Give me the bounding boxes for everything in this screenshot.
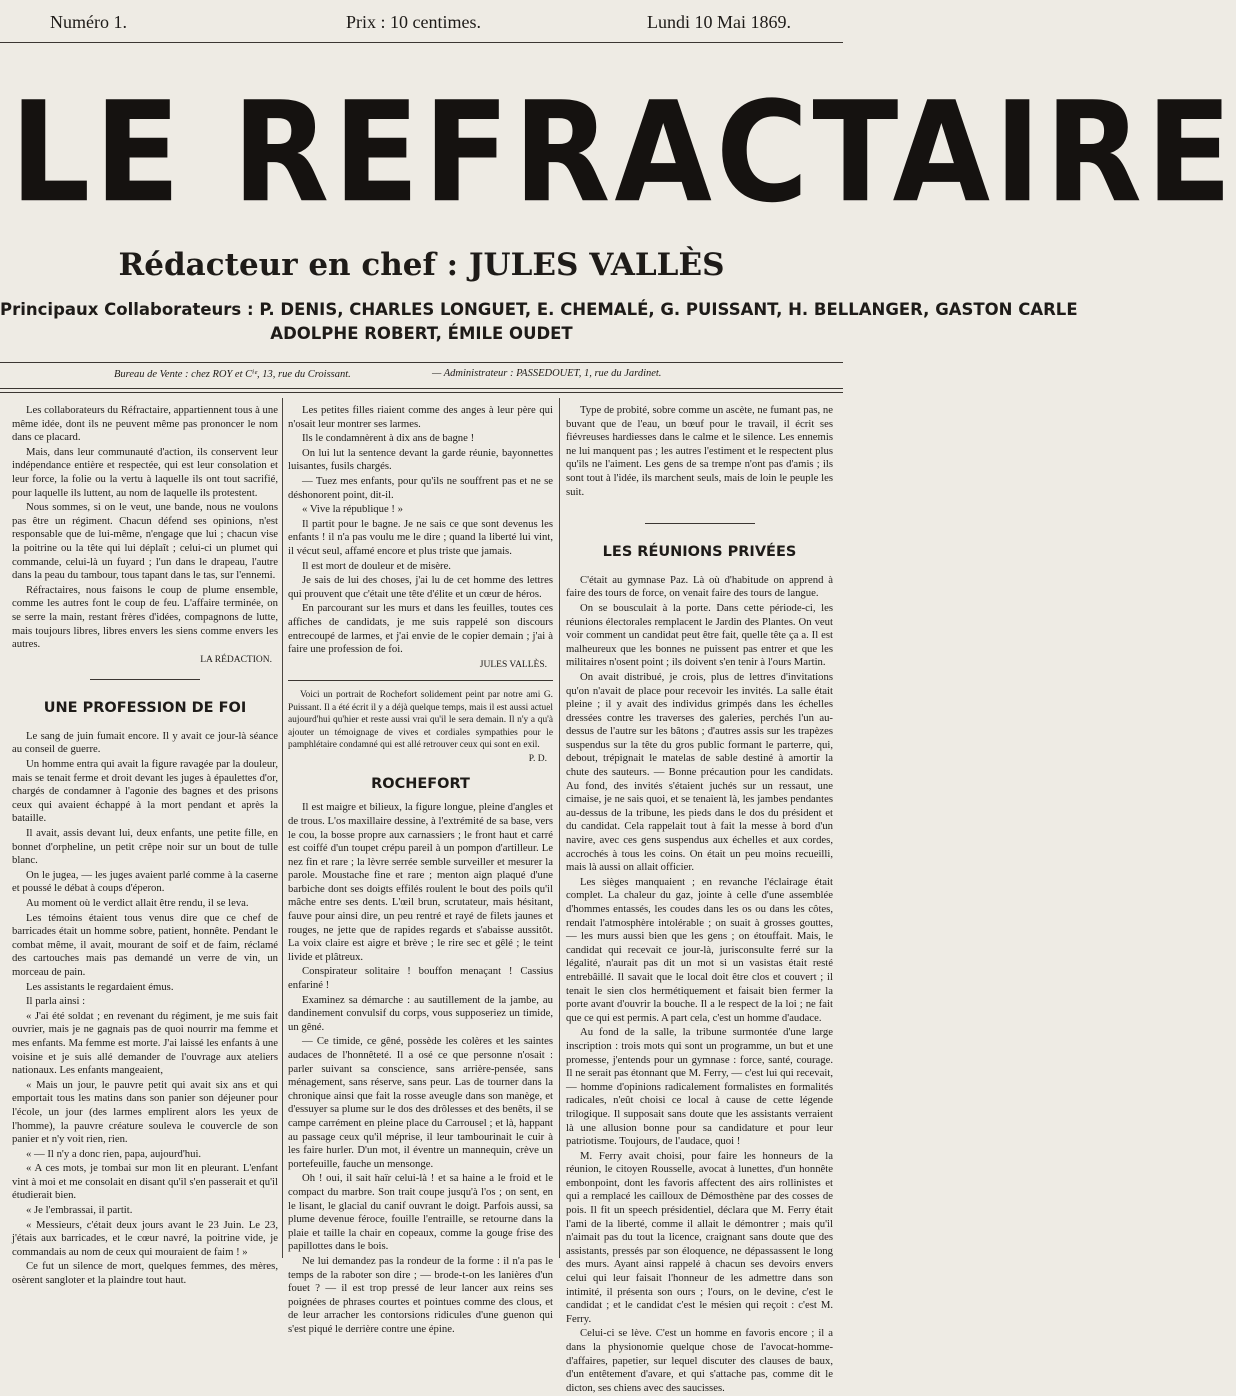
article-title: UNE PROFESSION DE FOI [43,700,247,717]
article-paragraph: On avait distribué, je crois, plus de lettres d'invitations qu'on n'avait de place pour recevoir les invités. La salle était pleine ; il y avait des individus grimpés dans les échelles dressées contre les traverses des galeries, perchés l'un au-dessus de l'autre sur les bâtons ; d'autres assis sur les trapèzes suspendus sur la tête du gros public formant le parterre, qui, debout, trépignait le matelas de sable destiné à amortir la chute des sauteurs. — Bonne précaution pour les candidats. Au fond, des invités s'étaient juchés sur un ressaut, une cimaise, je ne sais quoi, et se tenaient là, les jambes pendantes au-dessus de la tribune, les pieds dans le dos du président et du candidat. Cela rappelait tout à fait la messe à bord d'un navire, avec ces gens suspendus aux échelles et aux cordes, accrochés à tous les coins. On était un peu moins recueilli, mais là aussi on allait officier. [566,670,833,874]
article-paragraph: « Je l'embrassai, il partit. [26,1204,133,1217]
masthead-title: LE REFRACTAIRE [10,71,1236,234]
issue-price: Prix : 10 centimes. [346,12,481,32]
collaborators-line-1: Principaux Collaborateurs : P. DENIS, CHARLES LONGUET, E. CHEMALÉ, G. PUISSANT, H. BELLANGER, GASTON CARLE [0,300,1078,319]
intro-paragraph: Nous sommes, si on le veut, une bande, nous ne voulons pas être un régiment. Chacun défend ses opinions, n'est responsable que de lui-même, n'engage que lui ; chacun vise la poitrine ou la tête qui lui déplaît ; celui-ci un plumet qui commande, celui-là un fuyard ; l'un dans le drapeau, l'autre dans la peau du tambour, tous tapant dans le tas, sur l'ennemi. [12,501,278,582]
article-paragraph: « Vive la république ! » [302,503,403,516]
intro-paragraph: Les collaborateurs du Réfractaire, appartiennent tous à une même idée, dont ils ne peuvent même pas prononcer le nom dans ce placard. [12,404,278,444]
columns-top-rule-2 [0,392,843,393]
article-paragraph: M. Ferry avait choisi, pour faire les honneurs de la réunion, le citoyen Rousselle, avocat à lunettes, d'un honnête embonpoint, dont les favoris affectent des airs rollinistes et qui a remplacé les cailloux de Démosthène par des cosses de pois. Il fit un speech présidentiel, déclara que M. Ferry était l'ami de la liberté, comme il allait le démontrer ; mais qu'il n'aimait pas du tout la licence, craignant sans doute que des assistants, pressés par son éloquence, ne dépassassent le long des murs. Ayant ainsi rappelé à chacun ses devoirs envers celui qui leur faisait l'honneur de les admettre dans son intimité, il présenta son ours ; l'ours, on le devine, c'est le candidat ; et le candidat c'est le mésien qui reçoit : c'est M. Ferry. [566,1149,833,1325]
article-paragraph: « J'ai été soldat ; en revenant du régiment, je me suis fait ouvrier, mais je ne gagnais pas de quoi nourrir ma femme et mes enfants. Ma femme est morte. J'ai laissé les enfants à une voisine et je suis allé demander de l'ouvrage aux ateliers nationaux. Les enfants mangeaient, [12,1009,278,1077]
intro-signature: LA RÉDACTION. [200,654,272,665]
intro-signature: P. D. [528,754,547,765]
article-paragraph: « — Il n'y a donc rien, papa, aujourd'hui. [26,1147,202,1160]
issue-date: Lundi 10 Mai 1869. [647,12,791,32]
article-paragraph: Les petites filles riaient comme des anges à leur père qui n'osait leur montrer ses larmes. [288,404,553,430]
article-paragraph: En parcourant sur les murs et dans les feuilles, toutes ces affiches de candidats, je me suis rappelé son discours entrecoupé de larmes, et j'ai envie de le copier demain ; j'ai à faire une profession de foi. [288,602,553,656]
article-paragraph: Ce fut un silence de mort, quelques femmes, des mères, osèrent sangloter et la plaindre tout haut. [12,1260,278,1287]
section-rule [288,680,553,681]
header-rule [0,362,843,363]
article-paragraph: Ils le condamnèrent à dix ans de bagne ! [302,432,475,445]
article-paragraph: Il partit pour le bagne. Je ne sais ce que sont devenus les enfants ! il n'a pas voulu me le dire ; quand la liberté lui vint, il vécut seul, affamé encore et plus triste que jamais. [288,517,553,557]
article-paragraph: — Ce timide, ce gêné, possède les colères et les saintes audaces de l'honnêteté. Il a osé ce que personne n'osait : parler suivant sa conscience, sans arrière-pensée, sans ménagement, sans réserve, sans peur. Las de tourner dans la chronique ainsi que fait la rosse aveugle dans son manège, et d'essuyer sa plume sur le dos des drôlesses et des benêts, il se campe carrément en pleine place du Carrousel ; et là, happant au passage ceux qu'il méprise, il leur tambourinait le cuir à les faire hurler. D'un mot, il éventre un mannequin, crève un portefeuille, fauche un mensonge. [288,1035,553,1170]
article-signature: JULES VALLÈS. [479,659,547,670]
intro-paragraph: Réfractaires, nous faisons le coup de plume ensemble, comme les autres font le coup de feu. L'affaire terminée, on se serre la main, restant frères d'idées, compagnons de lutte, mais toujours libres, libres envers les siens comme envers les autres. [12,583,278,651]
article-paragraph: Au moment où le verdict allait être rendu, il se leva. [26,897,249,909]
article-paragraph: « A ces mots, je tombai sur mon lit en pleurant. L'enfant vint à moi et me consolait en disant qu'il s'en passerait et qu'il étudierait bien. [12,1162,278,1202]
article-paragraph: Les témoins étaient tous venus dire que ce chef de barricades était un homme sobre, patient, honnête. Pendant le combat même, il avait, mourant de soif et de faim, réclamé des cartouches mais pas demandé un verre de vin, un morceau de pain. [12,911,278,978]
article-paragraph: Celui-ci se lève. C'est un homme en favoris encore ; il a dans la physionomie quelque chose de l'avocat-homme-d'affaires, papetier, sur lequel discuter des clauses de baux, d'un entêtement d'avare, et qui s'attache pas, comme dit le dicton, ses chiens avec des saucisses. [566,1327,833,1394]
article-paragraph: Les assistants le regardaient émus. [26,980,174,993]
article-paragraph: Conspirateur solitaire ! bouffon menaçant ! Cassius enfariné ! [288,965,553,992]
issue-number: Numéro 1. [50,12,127,32]
article-paragraph: Il avait, assis devant lui, deux enfants, une petite fille, en bonnet d'orpheline, un petit crêpe noir sur un bout de tulle blanc. [12,827,278,867]
article-paragraph: Il parla ainsi : [26,995,86,1008]
article-paragraph: Je sais de lui des choses, j'ai lu de cet homme des lettres qui prouvent que c'était une tête d'élite et un cœur de héros. [288,574,553,600]
collaborators-line-2: ADOLPHE ROBERT, ÉMILE OUDET [270,324,573,343]
intro-paragraph: Voici un portrait de Rochefort solidement peint par notre ami G. Puissant. Il a été écrit il y a déjà quelque temps, mais il est aussi actuel aujourd'hui qu'hier et reste aussi vrai qu'il le sera demain. Il n'y a qu'à ajouter un témoignage de vives et cordiales sympathies pour le pamphlétaire condamné qui est allé retrouver ceux qui sont en exil. [288,690,553,750]
column-3 [566,404,833,1396]
article-paragraph: Ne lui demandez pas la rondeur de la forme : il n'a pas le temps de la raboter son dire ; — brode-t-on les lanières d'un fouet ? — il est trop pressé de leur lancer aux reins ses poignées de phrases courtes et pointues comme des clous, et de leur arracher les contorsions ridicules d'une guenon qui s'est piqué le derrière contre une épine. [288,1254,553,1335]
article-paragraph: Type de probité, sobre comme un ascète, ne fumant pas, ne buvant que de l'eau, un bœuf pour le travail, il écrit ses fiévreuses hardiesses dans le calme et le silence. Les ennemis ne lui manquent pas ; les autres l'estiment et le respectent plus qu'ils ne l'aiment. Les gens de sa trempe n'ont pas d'amis ; ils sont tout à l'idée, ils marchent seuls, mais de loin le peuple les suit. [566,404,833,498]
article-paragraph: Il est maigre et bilieux, la figure longue, pleine d'angles et de trous. L'os maxillaire dessine, à l'extrémité de sa base, vers le cou, la bosse propre aux carnassiers ; le front haut et carré est coiffé d'un toupet crépu pareil à un pompon d'artilleur. Le nez fin et rare ; la lèvre serrée semble surveiller et mesurer la parole. Moustache fine et rare ; menton aign plaqué d'une barbiche dont ses doigts effilés roulent le bout des poils qu'il mâche entre ses dents. L'œil brun, scrutateur, mais hésitant, fauve pour ainsi dire, un peu rentré et rayé de filets jaunes et rouges, ne jette que de rapides regards et s'abaisse aussitôt. La voix claire est aigre et brève ; le rire sec et gêlé ; le teint livide et plâtreux. [288,801,553,963]
article-title: ROCHEFORT [371,775,470,792]
article-paragraph: Un homme entra qui avait la figure ravagée par la douleur, mais se tenait ferme et droit devant les juges à épaulettes d'or, chargés de condamner à l'agonie des bagnes et des prisons ceux qui avaient échappé à la mort pendant et après la bataille. [12,758,278,825]
article-paragraph: On se bousculait à la porte. Dans cette période-ci, les réunions électorales remplacent le Jardin des Plantes. On veut voir comment un candidat peut être fait, quelle tête ça a. Il est malheureux que les bonnes ne puissent pas entrer et que les militaires n'osent point ; ils doivent s'en tenir à l'ours Martin. [566,601,833,669]
article-paragraph: Examinez sa démarche : au sautillement de la jambe, au dandinement convulsif du corps, vous supposeriez un timide, un gêné. [288,993,553,1033]
column-divider-1 [282,398,283,1258]
article-paragraph: Le sang de juin fumait encore. Il y avait ce jour-là séance au conseil de guerre. [12,729,278,756]
top-info-line [0,12,843,40]
section-rule [645,523,755,524]
column-1 [12,404,278,1289]
intro-paragraph: Mais, dans leur communauté d'action, ils conservent leur indépendance entière et respectée, qui est leur consolation et leur force, la folie ou la vertu à laquelle ils ont tout sacrifié, pour laquelle ils luttent, au nom de laquelle ils protestent. [12,445,278,499]
editor-line: Rédacteur en chef : JULES VALLÈS [118,247,725,283]
column-2 [288,404,553,1337]
article-paragraph: « Mais un jour, le pauvre petit qui avait six ans et qui emportait tous les matins dans son panier son déjeuner pour l'école, un jour (des larmes emplirent alors les yeux de l'homme), la pauvre créature souleva le couvercle de son panier et n'y voit rien, rien. [12,1078,278,1146]
sales-office: Bureau de Vente : chez ROY et Cⁱᵉ, 13, rue du Croissant. [114,369,351,380]
article-paragraph: C'était au gymnase Paz. Là où d'habitude on apprend à faire des tours de force, on venait faire des tours de langue. [566,573,833,600]
rochefort-intro [288,689,553,765]
article-paragraph: Les sièges manquaient ; en revanche l'éclairage était complet. La chaleur du gaz, jointe à celle d'une assemblée d'hommes entassés, les coudes dans les os ou dans les côtes, rendait l'atmosphère intolérable ; on suait à grosses gouttes, — les murs aussi bien que les gens ; on étouffait. Mais, le candidat qui recevait ce jour-là, jurisconsulte ferré sur la légalité, n'aurait pas dit un mot si un vasistas était resté entrebâillé. Il savait que le local doit être clos et couvert ; il tenait le sien clos hermétiquement et faisait bien fermer la porte avant d'ouvrir la bouche. Il a le respect de la loi ; ne fait que ce qui est permis. A part cela, c'est un homme d'audace. [566,875,833,1024]
administrator: — Administrateur : PASSEDOUET, 1, rue du Jardinet. [432,368,662,379]
article-paragraph: Au fond de la salle, la tribune surmontée d'une large inscription : trois mots qui sont un programme, un but et une promesse, j'entends pour un gymnase : force, santé, courage. Il ne serait pas étonnant que M. Ferry, — c'est lui qui recevait, — homme d'opinions radicalement formalistes en formalités radicales, n'eût choisi ce local à cause de cette légende trilogique. Il supposait sans doute que les assistants verraient là une allusion bonne pour sa candidature et pour leur patriotisme. Toujours, de l'audace, quoi ! [566,1026,833,1148]
article-paragraph: « Messieurs, c'était deux jours avant le 23 Juin. Le 23, j'étais aux barricades, et le cœur navré, la poitrine vide, je commandais au nom de ceux qui mouraient de faim ! » [12,1218,278,1258]
top-rule [0,42,843,43]
article-paragraph: On le jugea, — les juges avaient parlé comme à la caserne et poussé le débat à coups d'éperon. [12,868,278,895]
columns-top-rule-1 [0,388,843,389]
article-paragraph: On lui lut la sentence devant la garde réunie, bayonnettes luisantes, fusils chargés. [288,446,553,473]
column-divider-2 [559,398,560,1258]
article-paragraph: — Tuez mes enfants, pour qu'ils ne souffrent pas et ne se déshonorent point, dit-il. [288,474,553,501]
article-paragraph: Il est mort de douleur et de misère. [302,559,451,572]
article-title: LES RÉUNIONS PRIVÉES [602,544,797,561]
article-paragraph: Oh ! oui, il sait haïr celui-là ! et sa haine a le froid et le compact du marbre. Son trait coupe jusqu'à l'os ; on sent, en le lisant, le glacial du canif ouvrant le doigt. Parfois aussi, sa plume devenue féroce, fouille l'entraille, se retourne dans la plaie et taille la chair en copeaux, comme la gouge frise des papillottes dans le bois. [288,1172,553,1253]
section-rule [90,679,200,680]
